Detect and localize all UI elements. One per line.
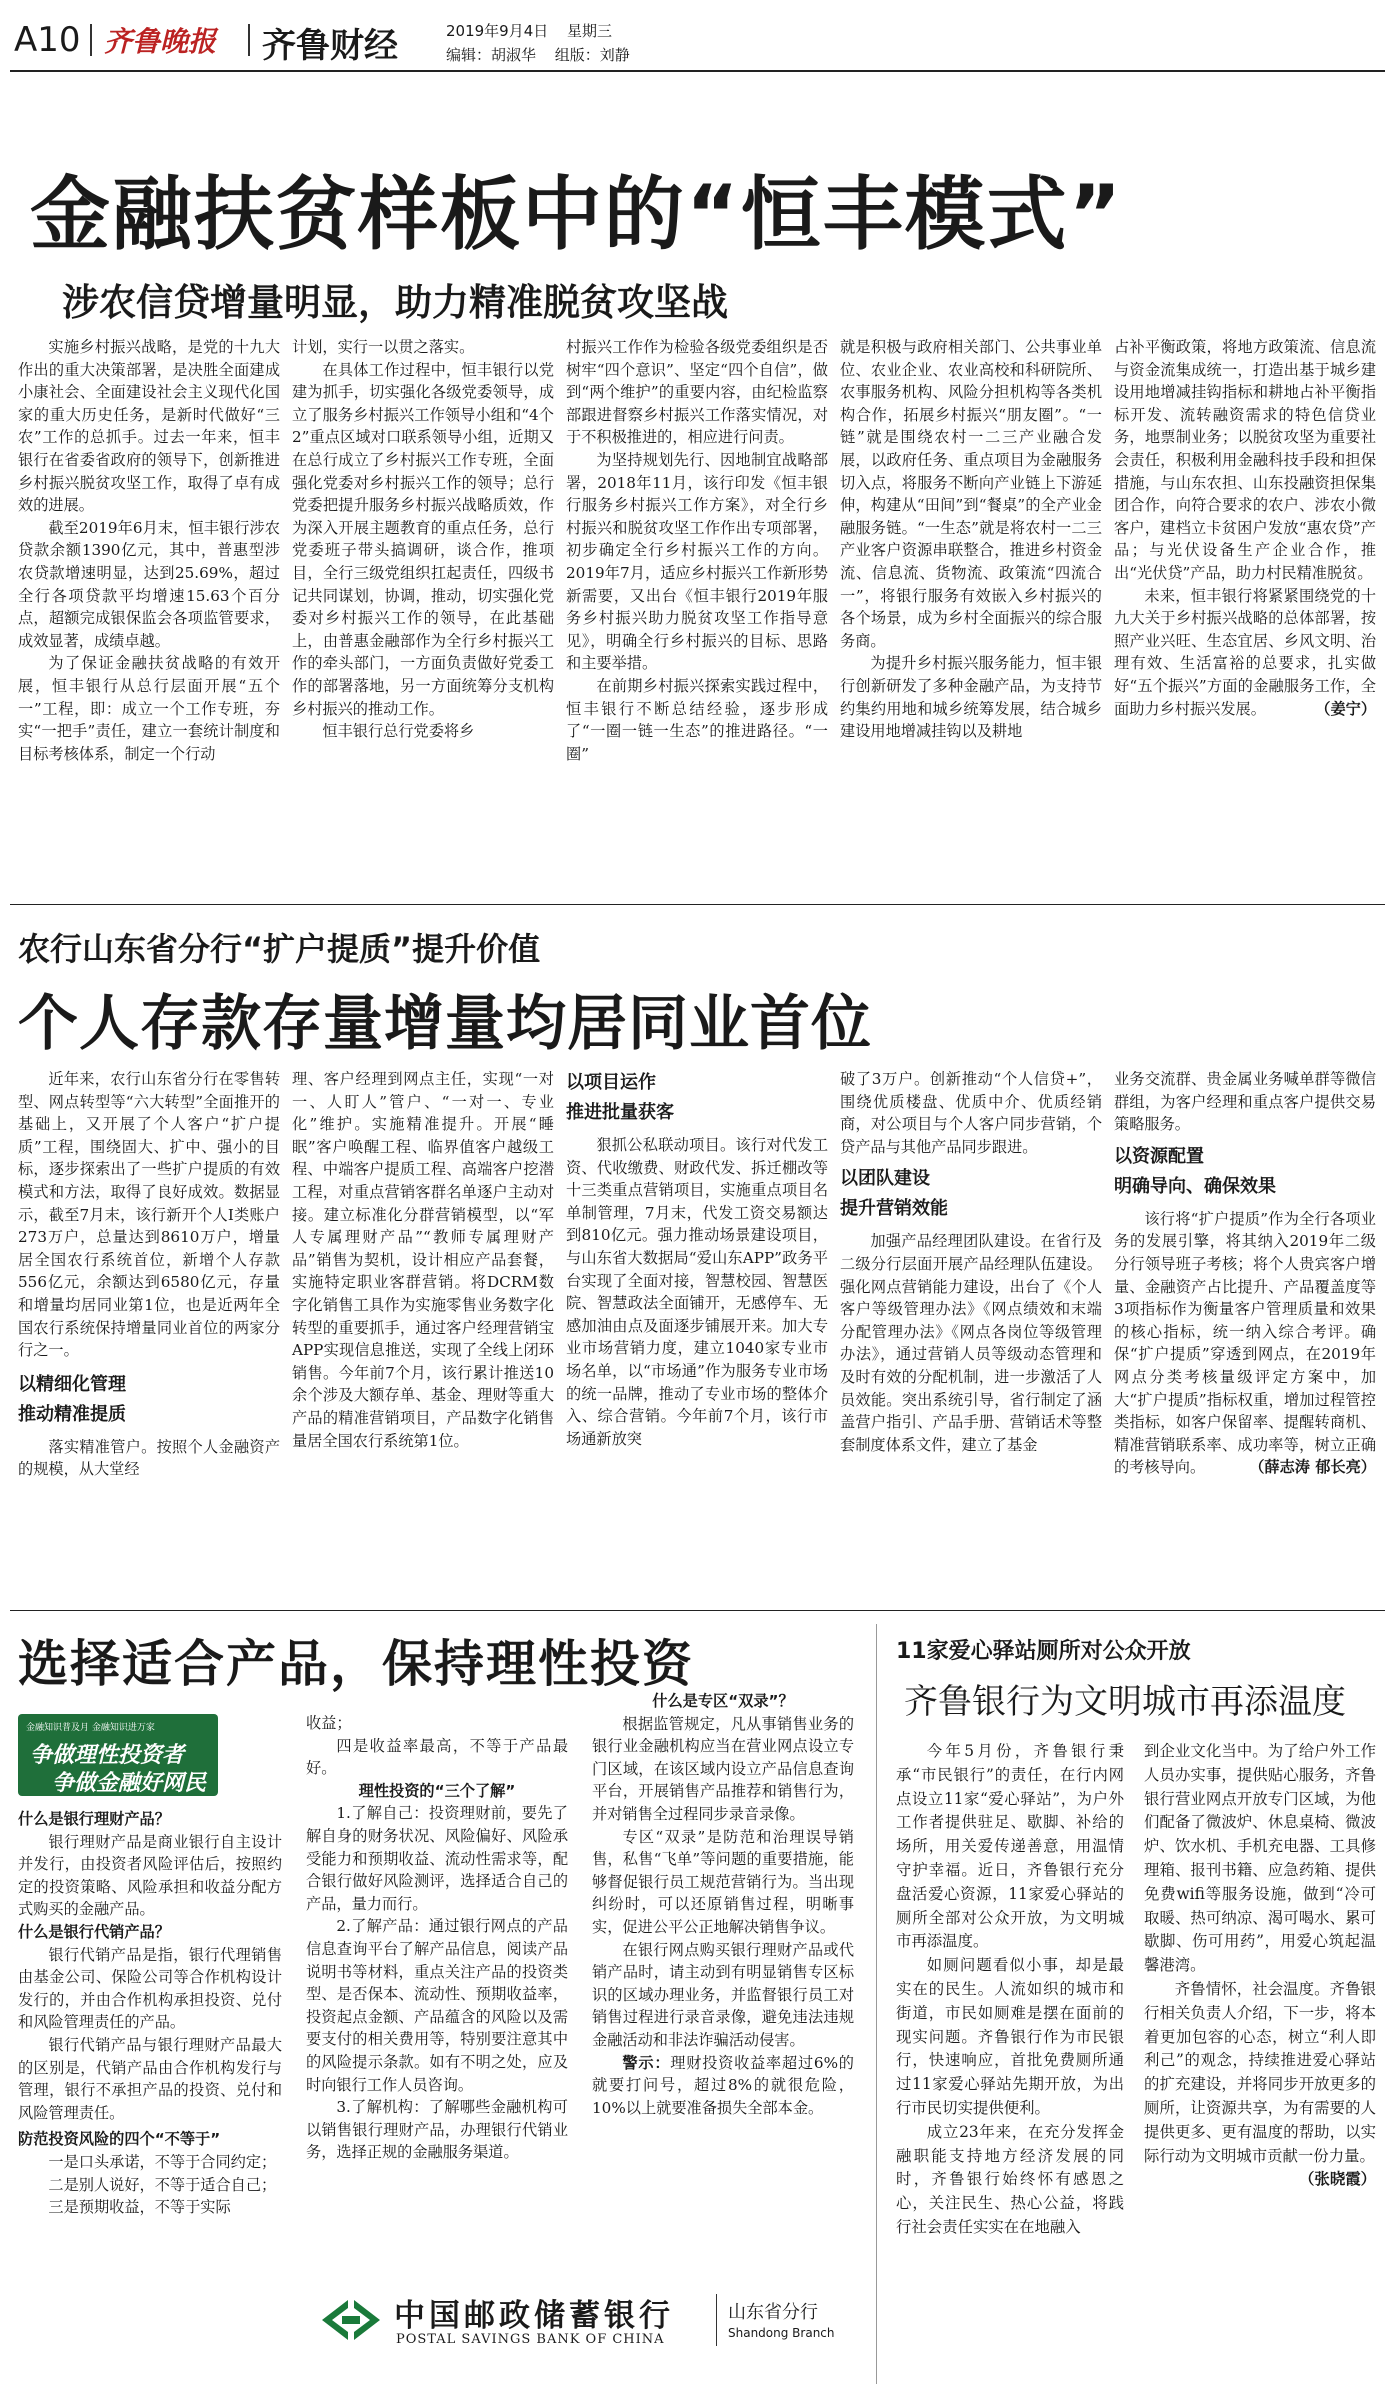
paragraph: 加强产品经理团队建设。在省行及二级分行层面开展产品经理队伍建设。强化网点营销能力建设，出台了《个人客户等级管理办法》《网点绩效和末端分配管理办法》《网点各岗位等级管理办法》，通过营销人员等级动态管理和及时有效的分配机制，进一步激活了人员效能。突出系统引导，省行制定了涵盖营户指引、产品手册、营销话术等整套制度体系文件，建立了基金 bbox=[840, 1232, 1102, 1454]
date: 2019年9月4日 bbox=[446, 22, 549, 40]
paragraph: 四是收益率最高，不等于产品最好。 bbox=[306, 1736, 568, 1778]
paragraph: 根据监管规定，凡从事销售业务的银行业金融机构应当在营业网点设立专门区域，在该区域内设立产品信息查询平台，开展销售产品推荐和销售行为，并对销售全过程同步录音录像。 bbox=[592, 1714, 854, 1823]
header-editors bbox=[446, 44, 630, 65]
subheading bbox=[840, 1164, 1102, 1224]
paragraph: 专区“双录”是防范和治理误导销售，私售“飞单”等问题的重要措施，能够督促银行员工规范营销行为。当出现纠纷时，可以还原销售过程，明晰事实，促进公平公正地解决销售争议。 bbox=[592, 1827, 854, 1936]
branch-cn: 山东省分行 bbox=[728, 2302, 818, 2323]
editor: 编辑：胡淑华 bbox=[446, 46, 537, 64]
banner-line: 争做理性投资者 bbox=[30, 1743, 185, 1768]
subheading bbox=[1114, 1142, 1376, 1202]
section-title: 齐鲁财经 bbox=[262, 26, 398, 66]
subheading-line: 明确导向、确保效果 bbox=[1114, 1175, 1276, 1197]
article3-col3 bbox=[592, 1690, 854, 2119]
article2-col3 bbox=[566, 1068, 828, 1450]
header-rule bbox=[10, 70, 1385, 72]
paragraph: 业务交流群、贵金属业务喊单群等微信群组，为客户经理和重点客户提供交易策略服务。 bbox=[1114, 1070, 1376, 1134]
paragraph bbox=[592, 2052, 854, 2120]
subheading-line: 以资源配置 bbox=[1114, 1145, 1204, 1167]
subheading bbox=[566, 1068, 828, 1128]
banner-line: 金融知识普及月 金融知识进万家 bbox=[26, 1723, 155, 1733]
article1-col3 bbox=[566, 336, 828, 765]
layout-editor: 组版：刘静 bbox=[554, 46, 630, 64]
logo-divider bbox=[716, 2294, 717, 2346]
paragraph: 恒丰银行总行党委将乡 bbox=[322, 722, 475, 741]
psbc-emblem-icon bbox=[318, 2294, 384, 2346]
article4-col1 bbox=[896, 1740, 1124, 2240]
paragraph: 二是别人说好，不等于适合自己； bbox=[48, 2175, 277, 2194]
paragraph: 如厕问题看似小事，却是最实在的民生。人流如织的城市和街道，市民如厕难是摆在面前的现实问题。齐鲁银行作为市民银行，快速响应，首批免费厕所通过11家爱心驿站先期开放，为出行市民切实提供便利。 bbox=[896, 1956, 1124, 2117]
branch-en: Shandong Branch bbox=[728, 2326, 835, 2340]
article2-col4 bbox=[840, 1068, 1102, 1456]
paragraph: 计划，实行一以贯之落实。 bbox=[292, 338, 475, 356]
paragraph: 收益； bbox=[306, 1714, 352, 1732]
paragraph: 在前期乡村振兴探索实践过程中，恒丰银行不断总结经验，逐步形成了“一圈一链一生态”的推进路径。“一圈” bbox=[566, 676, 828, 763]
paragraph: 占补平衡政策，将地方政策流、信息流与资金流集成统一，打造出基于城乡建设用地增减挂钩指标和耕地占补平衡指标开发、流转融资需求的特色信贷业务，地票制业务；以脱贫攻坚为重要社会责任，积极利用金融科技手段和担保措施，与山东农担、山东投融资担保集团合作，向符合要求的农户、涉农小微客户，建档立卡贫困户发放“惠农贷”产品；与光伏设备生产企业合作，推出“光伏贷”产品，助力村民精准脱贫。 bbox=[1114, 338, 1376, 582]
article1-col5 bbox=[1114, 336, 1376, 720]
subheading-line: 推动精准提质 bbox=[18, 1403, 126, 1425]
paragraph: 银行理财产品是商业银行自主设计并发行，由投资者风险评估后，按照约定的投资策略、风险承担和收益分配方式购买的金融产品。 bbox=[18, 1832, 282, 1919]
paragraph: 在银行网点购买银行理财产品或代销产品时，请主动到有明显销售专区标识的区域办理业务，并监督银行员工对销售过程进行录音录像，避免违法违规金融活动和非法诈骗活动侵害。 bbox=[592, 1940, 854, 2049]
warning-text: 理财投资收益率超过6%的就要打问号，超过8%的就很危险，10%以上就要准备损失全部本金。 bbox=[592, 2053, 854, 2117]
paragraph: 银行代销产品与银行理财产品最大的区别是，代销产品由合作机构发行与管理，银行不承担产品的投资、兑付和风险管理责任。 bbox=[18, 2035, 282, 2122]
paragraph bbox=[1114, 1208, 1376, 1479]
paragraph: 狠抓公私联动项目。该行对代发工资、代收缴费、财政代发、拆迁棚改等十三类重点营销项目，实施重点项目名单制管理，7月末，代发工资交易额达到810亿元。强力推动场景建设项目，与山东省大数据局“爱山东APP”政务平台实现了全面对接，智慧校园、智慧医院、智慧政法全面铺开，无感停车、无感加油由点及面逐步铺展开来。加大专业市场营销力度，建立1040家专业市场名单，以“市场通”作为服务专业市场的统一品牌，推动了专业市场的整体介入、综合营销。今年前7个月，该行市场通新放突 bbox=[566, 1136, 828, 1448]
psbc-logo bbox=[318, 2286, 858, 2358]
article2-kicker: 农行山东省分行“扩户提质”提升价值 bbox=[18, 930, 541, 968]
paragraph: 到企业文化当中。为了给户外工作人员办实事，提供贴心服务，齐鲁银行营业网点开放专门区域，为他们配备了微波炉、休息桌椅、微波炉、饮水机、手机充电器、工具修理箱、报刊书籍、应急药箱、提供免费wifi等服务设施，做到“冷可取暖、热可纳凉、渴可喝水、累可歇脚、伤可用药”，用爱心筑起温馨港湾。 bbox=[1144, 1742, 1376, 1975]
banner-line: 争做金融好网民 bbox=[52, 1771, 207, 1796]
warning-label: 警示： bbox=[622, 2053, 671, 2072]
subheading-line: 以项目运作 bbox=[566, 1072, 656, 1093]
article3-title: 选择适合产品，保持理性投资 bbox=[18, 1635, 694, 1693]
paragraph: 成立23年来，在充分发挥金融职能支持地方经济发展的同时，齐鲁银行始终怀有感恩之心，关注民生、热心公益，将践行社会责任实实在在地融入 bbox=[896, 2122, 1124, 2236]
question: 理性投资的“三个了解” bbox=[358, 1781, 516, 1800]
column-divider bbox=[876, 1624, 877, 2384]
paragraph: 1.了解自己：投资理财前，要先了解自身的财务状况、风险偏好、风险承受能力和预期收益、流动性需求等，配合银行做好风险测评，选择适合自己的产品，量力而行。 bbox=[306, 1804, 568, 1913]
paragraph: 理、客户经理到网点主任，实现“一对一、人盯人”管户、“一对一、专业化”维护。实施精准提升。开展“睡眠”客户唤醒工程、临界值客户越级工程、中端客户提质工程、高端客户挖潜工程，对重点营销客群名单逐户主动对接。建立标准化分群营销模型，以“军人专属理财产品”“教师专属理财产品”销售为契机，设计相应产品套餐，实施特定职业客群营销。将DCRM数字化销售工具作为实施零售业务数字化转型的重要抓手，通过客户经理营销宝APP实现信息推送，实现了全线上闭环销售。今年前7个月，该行累计推送10余个涉及大额存单、基金、理财等重大产品的精准营销项目，产品数字化销售量居全国农行系统第1位。 bbox=[292, 1070, 554, 1450]
author-line bbox=[1144, 2168, 1376, 2192]
paragraph: 村振兴工作作为检验各级党委组织是否树牢“四个意识”、坚定“四个自信”，做到“两个维护”的重要内容，由纪检监察部跟进督察乡村振兴工作落实情况，对于不积极推进的，相应进行问责。 bbox=[566, 338, 828, 447]
header-divider bbox=[90, 24, 92, 56]
author: （姜宁） bbox=[1315, 699, 1376, 718]
paragraph: 为坚持规划先行、因地制宜战略部署，2018年11月，该行印发《恒丰银行服务乡村振兴工作方案》，对全行乡村振兴和脱贫攻坚工作作出专项部署，初步确定全行乡村振兴工作的方向。2019年7月，适应乡村振兴工作新形势新需要，又出台《恒丰银行2019年服务乡村振兴助力脱贫攻坚工作指导意见》，明确全行乡村振兴的目标、思路和主要举措。 bbox=[566, 450, 828, 673]
question: 什么是专区“双录”？ bbox=[652, 1692, 794, 1710]
paragraph: 为提升乡村振兴服务能力，恒丰银行创新研发了多种金融产品，为支持节约集约用地和城乡统筹发展，结合城乡建设用地增减挂钩以及耕地 bbox=[840, 654, 1102, 741]
paragraph: 截至2019年6月末，恒丰银行涉农贷款余额1390亿元，其中，普惠型涉农贷款增速明显，达到25.69%，超过全行各项贷款平均增速15.63个百分点，超额完成银保监会各项监管要求，成效显著，成绩卓越。 bbox=[18, 518, 280, 650]
article3-col2 bbox=[306, 1712, 568, 2164]
article1-col1 bbox=[18, 336, 280, 765]
author: （张晓霞） bbox=[1299, 2170, 1376, 2189]
subheading-line: 提升营销效能 bbox=[840, 1198, 948, 1220]
paragraph: 近年来，农行山东省分行在零售转型、网点转型等“六大转型”全面推开的基础上，又开展了个人客户“扩户提质”工程，围绕固大、扩中、强小的目标，逐步探索出了一些扩户提质的有效模式和方法，取得了良好成效。数据显示，截至7月末，该行新开个人I类账户273万户，总量达到8610万户，增量居全国农行系统首位，新增个人存款556亿元，余额达到6580亿元，存量和增量均居同业第1位，也是近两年全国农行系统保持增量同业首位的两家分行之一。 bbox=[18, 1070, 280, 1360]
article1-col2 bbox=[292, 336, 554, 743]
header-divider-2 bbox=[248, 24, 250, 56]
header-date bbox=[446, 20, 612, 41]
investor-education-banner bbox=[18, 1714, 218, 1796]
article4-title: 齐鲁银行为文明城市再添温度 bbox=[904, 1682, 1346, 1722]
paragraph bbox=[1114, 585, 1376, 721]
paragraph: 三是预期收益，不等于实际 bbox=[48, 2198, 231, 2217]
subheading-line: 以团队建设 bbox=[840, 1168, 930, 1190]
psbc-name-en: POSTAL SAVINGS BANK OF CHINA bbox=[396, 2332, 665, 2347]
paragraph: 银行代销产品是指，银行代理销售由基金公司、保险公司等合作机构设计发行的，并由合作机构承担投资、兑付和风险管理责任的产品。 bbox=[18, 1945, 282, 2032]
article-divider bbox=[10, 1610, 1385, 1611]
article1-col4 bbox=[840, 336, 1102, 743]
subheading-line: 推进批量获客 bbox=[566, 1102, 674, 1123]
paragraph: 破了3万户。创新推动“个人信贷+”，围绕优质楼盘、优质中介、优质经销商，对公项目与个人客户同步营销，个贷产品与其他产品同步跟进。 bbox=[840, 1070, 1102, 1156]
paragraph: 实施乡村振兴战略，是党的十九大作出的重大决策部署，是决胜全面建成小康社会、全面建设社会主义现代化国家的重大历史任务，是新时代做好“三农”工作的总抓手。过去一年来，恒丰银行在省委省政府的领导下，创新推进乡村振兴脱贫攻坚工作，取得了卓有成效的进展。 bbox=[18, 338, 280, 515]
article-divider bbox=[10, 904, 1385, 905]
page-number: A10 bbox=[14, 20, 81, 60]
paragraph-text: 未来，恒丰银行将紧紧围绕党的十九大关于乡村振兴战略的总体部署，按照产业兴旺、生态宜居、乡风文明、治理有效、生活富裕的总要求，扎实做好“五个振兴”方面的金融服务工作，全面助力乡村振兴发展。 bbox=[1114, 586, 1376, 718]
paragraph: 在具体工作过程中，恒丰银行以党建为抓手，切实强化各级党委领导，成立了服务乡村振兴工作领导小组和“4个2”重点区域对口联系领导小组，近期又在总行成立了乡村振兴工作专班，全面强化党委对乡村振兴工作的领导；总行党委把提升服务乡村振兴战略质效，作为深入开展主题教育的重点任务，总行党委班子带头搞调研，谈合作，推项目，全行三级党组织扛起责任，四级书记共同谋划，协调，推动，切实强化党委对乡村振兴工作的领导，在此基础上，由普惠金融部作为全行乡村振兴工作的牵头部门，一方面负责做好党委工作的部署落地，另一方面统筹分支机构乡村振兴的推动工作。 bbox=[292, 360, 554, 718]
paragraph: 2.了解产品：通过银行网点的产品信息查询平台了解产品信息，阅读产品说明书等材料，重点关注产品的投资类型、是否保本、流动性、预期收益率，投资起点金额、产品蕴含的风险以及需要支付的相关费用等，特别要注意其中的风险提示条款。如有不明之处，应及时向银行工作人员咨询。 bbox=[306, 1917, 568, 2094]
paragraph: 齐鲁情怀，社会温度。齐鲁银行相关负责人介绍，下一步，将本着更加包容的心态，树立“利人即利己”的观念，持续推进爱心驿站的扩充建设，并将同步开放更多的厕所，让资源共享，为有需要的人提供更多、更有温度的帮助，以实际行动为文明城市贡献一份力量。 bbox=[1144, 1979, 1376, 2165]
question: 什么是银行理财产品？ bbox=[18, 1810, 170, 1828]
question: 防范投资风险的四个“不等于” bbox=[18, 2130, 221, 2149]
article1-subtitle: 涉农信贷增量明显，助力精准脱贫攻坚战 bbox=[62, 281, 728, 324]
paragraph: 落实精准管户。按照个人金融资产的规模，从大堂经 bbox=[18, 1437, 280, 1479]
question: 什么是银行代销产品？ bbox=[18, 1922, 170, 1941]
article4-kicker: 11家爱心驿站厕所对公众开放 bbox=[896, 1639, 1191, 1664]
weekday: 星期三 bbox=[567, 22, 613, 40]
article3-col1 bbox=[18, 1808, 282, 2219]
article2-col2 bbox=[292, 1068, 554, 1452]
paragraph-text: 该行将“扩户提质”作为全行各项业务的发展引擎，将其纳入2019年二级分行领导班子考核；将个人贵宾客户增量、金融资产占比提升、产品覆盖度等3项指标作为衡量客户管理质量和效果的核心指标，统一纳入综合考评。确保“扩户提质”穿透到网点，在2019年网点分类考核量级评定方案中，加大“扩户提质”指标权重，增加过程管控类指标，如客户保留率、提醒转商机、精准营销联系率、成功率等，树立正确的考核导向。 bbox=[1114, 1209, 1376, 1477]
paragraph: 为了保证金融扶贫战略的有效开展，恒丰银行从总行层面开展“五个一”工程，即：成立一个工作专班，夯实“一把手”责任，建立一套统计制度和目标考核体系，制定一个行动 bbox=[18, 654, 280, 763]
article2-title: 个人存款存量增量均居同业首位 bbox=[18, 989, 872, 1059]
paragraph: 就是积极与政府相关部门、公共事业单位、农业企业、农业高校和科研院所、农事服务机构、风险分担机构等各类机构合作，拓展乡村振兴“朋友圈”。“一链”就是围绕农村一二三产业融合发展，以政府任务、重点项目为金融服务切入点，将服务不断向产业链上下游延伸，构建从“田间”到“餐桌”的全产业金融服务链。“一生态”就是将农村一二三产业客户资源串联整合，推进乡村资金流、信息流、货物流、政策流“四流合一”，将银行服务有效嵌入乡村振兴的各个场景，成为乡村全面振兴的综合服务商。 bbox=[840, 338, 1102, 650]
article4-col2 bbox=[1144, 1740, 1376, 2192]
article2-col5 bbox=[1114, 1068, 1376, 1479]
article1-title: 金融扶贫样板中的“恒丰模式” bbox=[30, 168, 1124, 261]
subheading-line: 以精细化管理 bbox=[18, 1373, 126, 1395]
paragraph: 一是口头承诺，不等于合同约定； bbox=[48, 2152, 277, 2171]
author: （薛志涛 郁长亮） bbox=[1249, 1458, 1376, 1477]
subheading bbox=[18, 1370, 280, 1430]
paragraph: 3.了解机构：了解哪些金融机构可以销售银行理财产品，办理银行代销业务，选择正规的金融服务渠道。 bbox=[306, 2098, 568, 2162]
article2-col1 bbox=[18, 1068, 280, 1481]
psbc-name-cn: 中国邮政储蓄银行 bbox=[394, 2298, 674, 2334]
paper-logo: 齐鲁晚报 bbox=[104, 25, 217, 58]
paragraph: 今年5月份，齐鲁银行秉承“市民银行”的责任，在行内网点设立11家“爱心驿站”，为户外工作者提供驻足、歇脚、补给的场所，用关爱传递善意，用温情守护幸福。近日，齐鲁银行充分盘活爱心资源，11家爱心驿站的厕所全部对公众开放，为文明城市再添温度。 bbox=[896, 1742, 1124, 1951]
